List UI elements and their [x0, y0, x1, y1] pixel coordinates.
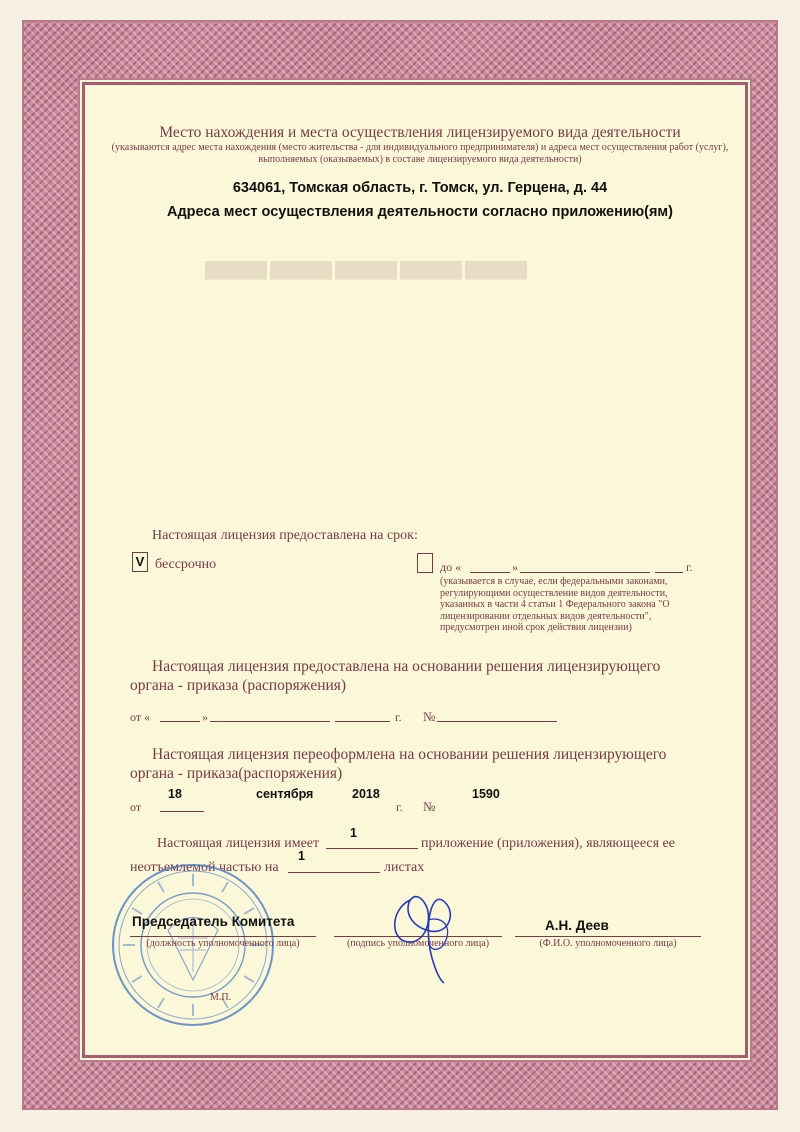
name-line: [515, 936, 701, 937]
basis-from-mid: »: [202, 710, 208, 724]
signature-caption: (подпись уполномоченного лица): [346, 938, 490, 949]
until-month-field[interactable]: [520, 558, 650, 573]
address-line: 634061, Томская область, г. Томск, ул. Герцена, д. 44: [232, 180, 608, 196]
reverse-side-bleed: ▬▬▬▬▬: [205, 247, 530, 315]
signatory-name: А.Н. Деев: [545, 918, 609, 933]
position-line: [130, 936, 316, 937]
until-note: (указывается в случае, если федеральными законами, регулирующими осуществление видов деятельности, указанных в части 4 статьи 1 Федерального закона "О лицензировании отдельных видов деятельности", предусмотрен иной срок действия лицензии): [440, 576, 670, 633]
appendix-count-field: [326, 834, 418, 849]
section-note: (указываются адрес места нахождения (место жительства - для индивидуального предпринимателя) и адреса мест осуществления работ (услуг), выполняемых (оказываемых) в составе лицензируемого вида деятельности): [111, 142, 729, 165]
term-label: Настоящая лицензия предоставлена на срок:: [152, 528, 418, 543]
reissue-number-sign: №: [423, 799, 436, 814]
reissue-line1: Настоящая лицензия переоформлена на основании решения лицензирующего: [152, 746, 667, 763]
basis-month-field[interactable]: [210, 707, 330, 722]
basis-year-suffix: г.: [395, 710, 402, 724]
basis-from-prefix: от «: [130, 710, 151, 724]
stamp-place-label: М.П.: [210, 992, 232, 1003]
until-year-field[interactable]: [655, 558, 683, 573]
basis-day-field[interactable]: [160, 707, 200, 722]
until-prefix: до «: [440, 560, 462, 574]
appendix-text2: приложение (приложения), являющееся ее: [421, 836, 675, 851]
basis-number-sign: №: [423, 709, 436, 724]
appendix-sheets: 1: [298, 849, 305, 863]
until-date-checkbox[interactable]: [417, 553, 433, 573]
appendix-count: 1: [350, 826, 357, 840]
position-caption: (должность уполномоченного лица): [146, 938, 300, 949]
reissue-month: сентября: [256, 787, 314, 801]
section-title: Место нахождения и места осуществления лицензируемого вида деятельности: [159, 124, 681, 141]
indefinite-label: бессрочно: [155, 557, 217, 572]
reissue-from-prefix: от: [130, 800, 142, 814]
appendix-text4: листах: [384, 860, 425, 875]
signatory-position: Председатель Комитета: [132, 914, 295, 929]
basis-year-field[interactable]: [335, 707, 390, 722]
until-day-field[interactable]: [470, 558, 510, 573]
appendix-text1: Настоящая лицензия имеет: [157, 836, 320, 851]
reissue-year-suffix: г.: [396, 800, 403, 814]
handwritten-signature: [380, 880, 480, 985]
basis-line2: органа - приказа (распоряжения): [130, 677, 347, 694]
indefinite-checkbox[interactable]: V: [132, 552, 148, 572]
until-year-suffix: г.: [686, 560, 693, 574]
reissue-line2: органа - приказа(распоряжения): [130, 765, 343, 782]
appendix-text3: неотъемлемой частью на: [130, 860, 279, 875]
until-mid: »: [512, 560, 518, 574]
reissue-day: 18: [168, 787, 182, 801]
reissue-day-field: [160, 797, 204, 812]
reissue-number: 1590: [472, 787, 500, 801]
name-caption: (Ф.И.О. уполномоченного лица): [539, 938, 677, 949]
basis-number-field[interactable]: [437, 707, 557, 722]
basis-line1: Настоящая лицензия предоставлена на основании решения лицензирующего: [152, 658, 661, 675]
reissue-year: 2018: [352, 787, 380, 801]
address-annex-line: Адреса мест осуществления деятельности согласно приложению(ям): [167, 204, 673, 220]
